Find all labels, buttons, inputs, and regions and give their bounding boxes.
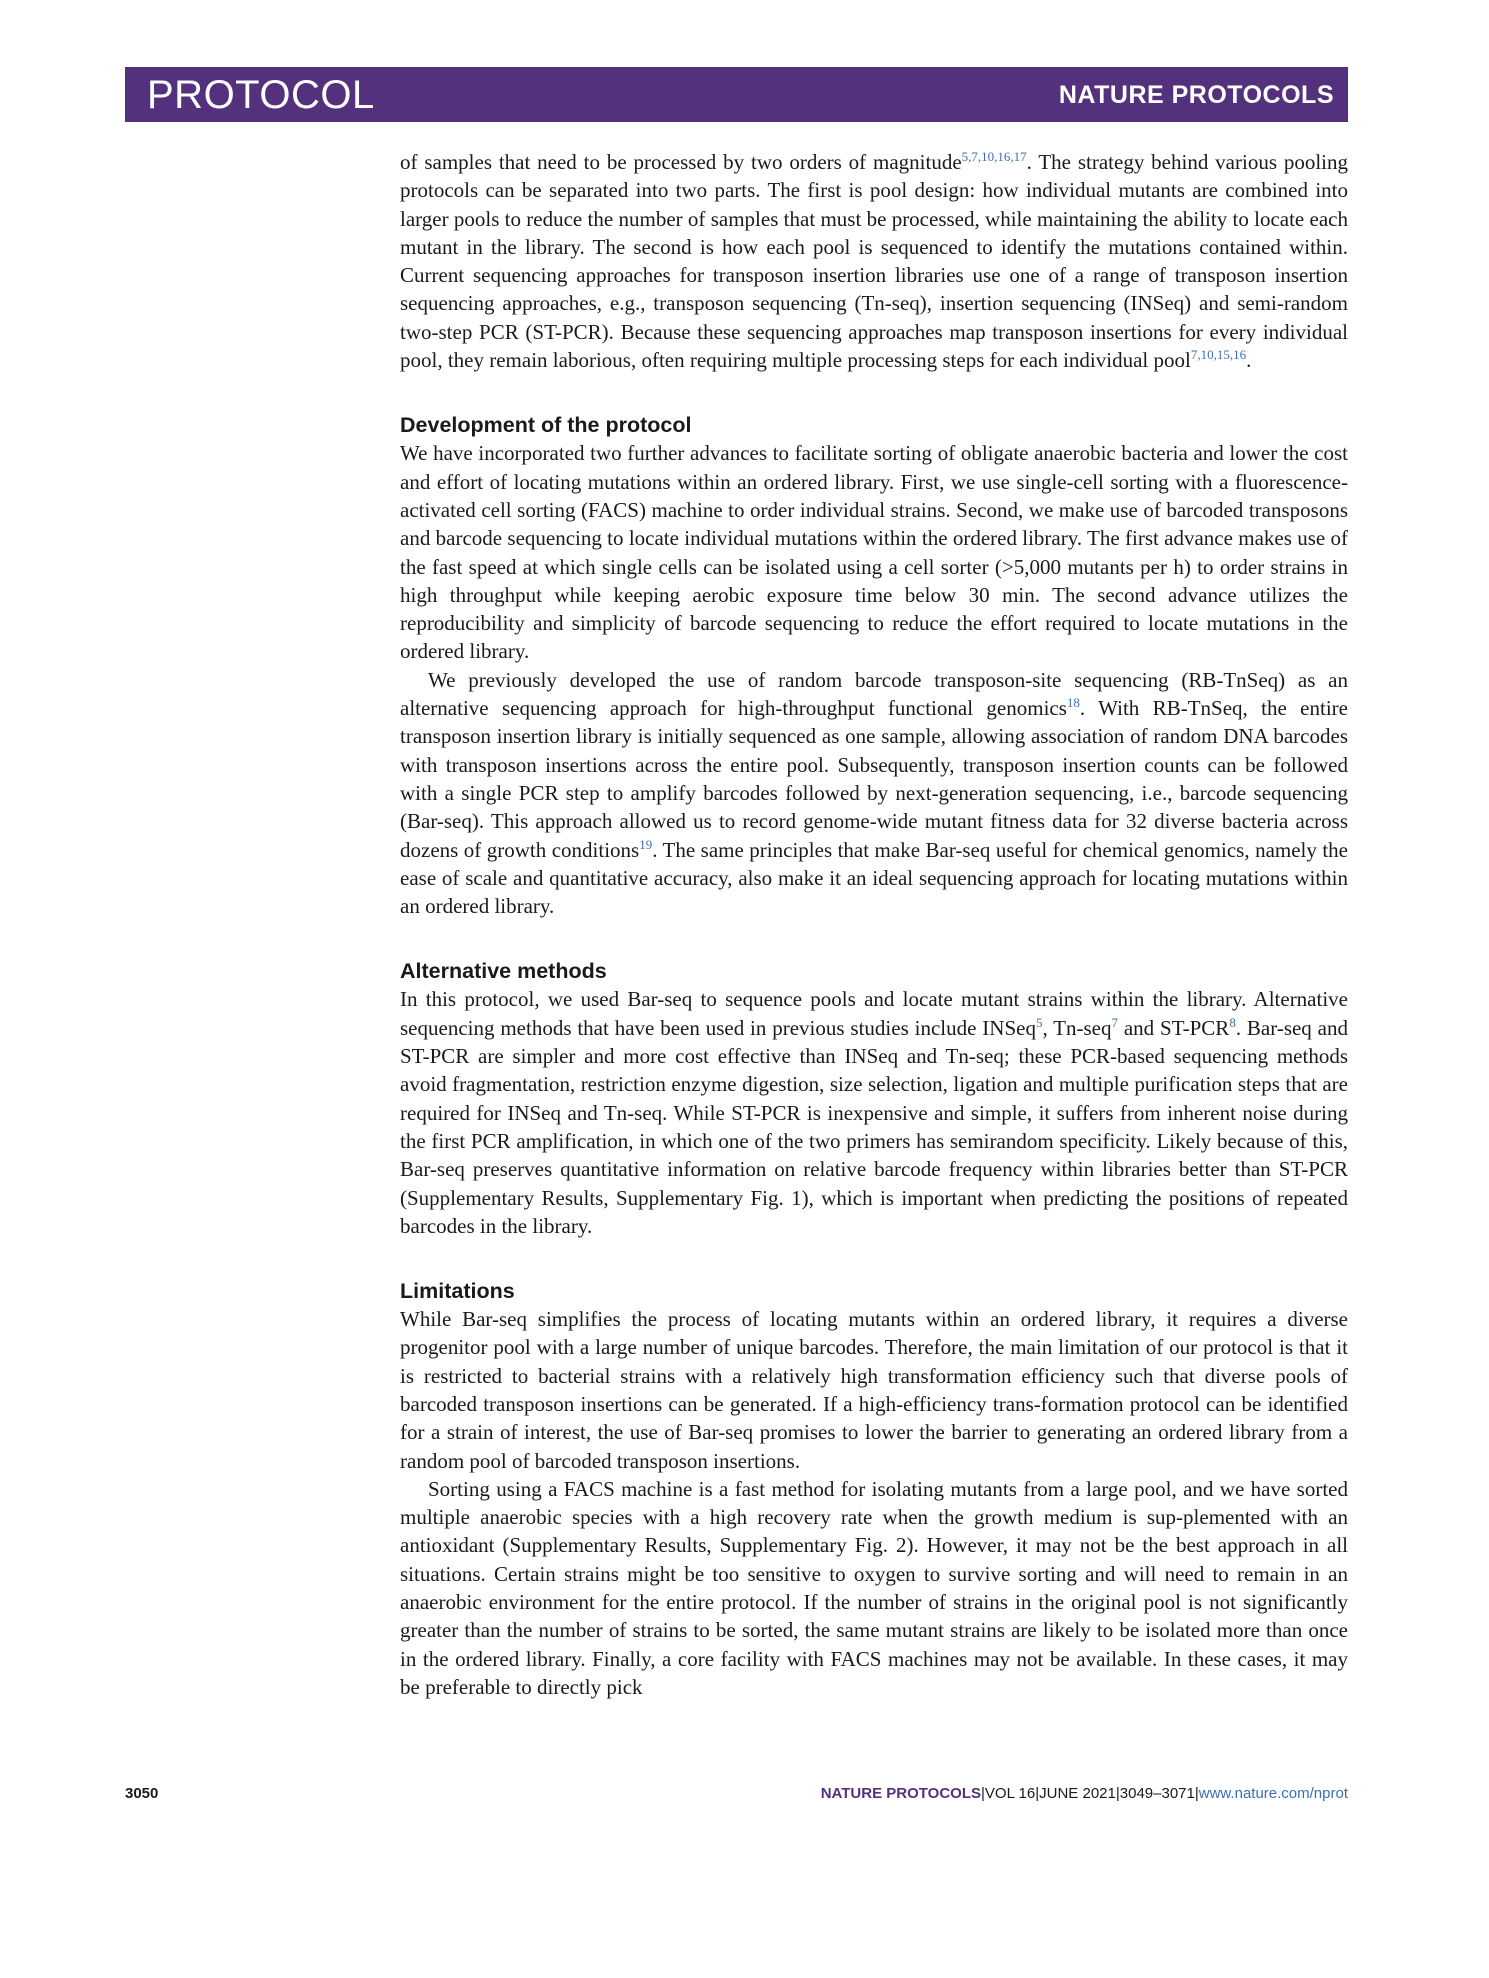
article-type-label: PROTOCOL — [147, 73, 375, 117]
text-run: , Tn-seq — [1042, 1015, 1112, 1040]
citation-link[interactable]: 7 — [1111, 1014, 1118, 1030]
footer-volume: VOL 16 — [984, 1785, 1036, 1802]
journal-citation — [821, 1785, 1348, 1802]
alternative-paragraph — [400, 985, 1348, 1240]
journal-title: NATURE PROTOCOLS — [1058, 81, 1334, 109]
text-run: . Bar-seq and ST-PCR are simpler and more cost effective than INSeq and Tn-seq; these PCR-based sequencing methods avoid fragmentation, restriction enzyme digestion, size selection, ligation and multiple purification steps that are required for INSeq and Tn-seq. While ST-PCR is inexpensive and simple, it suffers from inherent noise during the first PCR amplification, in which one of the two primers has semirandom specificity. Likely because of this, Bar-seq preserves quantitative information on relative barcode frequency within libraries better than ST-PCR (Supplementary Results, Supplementary Fig. 1), which is important when predicting the positions of repeated barcodes in the library. — [400, 1015, 1348, 1238]
footer-url-link[interactable]: www.nature.com/nprot — [1198, 1785, 1348, 1802]
text-run: and ST-PCR — [1118, 1015, 1230, 1040]
text-run: . — [1246, 348, 1252, 373]
citation-link[interactable]: 19 — [639, 836, 653, 852]
main-text-column — [400, 148, 1348, 1701]
development-paragraph-1: We have incorporated two further advances to facilitate sorting of obligate anaerobic bacteria and lower the cost and effort of locating mutations within an ordered library. First, we use single-cell sorting with a fluorescence-activated cell sorting (FACS) machine to order individual strains. Second, we make use of barcoded transposons and barcode sequencing to locate individual mutations within the ordered library. The first advance makes use of the fast speed at which single cells can be isolated using a cell sorter (>5,000 mutants per h) to order strains in high throughput while keeping aerobic exposure time below 30 min. The second advance utilizes the reproducibility and simplicity of barcode sequencing to reduce the effort required to locate mutations in the ordered library. — [400, 441, 1348, 664]
intro-paragraph — [400, 148, 1348, 374]
separator: | — [981, 1785, 985, 1802]
section-heading-limitations: Limitations — [400, 1279, 515, 1304]
text-run: . The same principles that make Bar-seq useful for chemical genomics, namely the ease of scale and quantitative accuracy, also make it an ideal sequencing approach for locating mutations within an ordered library. — [400, 837, 1349, 919]
citation-link[interactable]: 8 — [1229, 1014, 1236, 1030]
citation-link[interactable]: 5,7,10,16,17 — [961, 149, 1027, 164]
citation-link[interactable]: 7,10,15,16 — [1190, 347, 1247, 363]
footer-date: JUNE 2021 — [1039, 1785, 1116, 1802]
text-run: . The strategy behind various pooling protocols can be separated into two parts. The first is pool design: how individual mutants are combined into larger pools to reduce the number of samples that must be processed, while maintaining the ability to locate each mutant in the library. The second is how each pool is sequenced to identify the mutations contained within. Current sequencing approaches for transposon insertion libraries use one of a range of transposon insertion sequencing approaches, e.g., transposon sequencing (Tn-seq), insertion sequencing (INSeq) and semi-random two-step PCR (ST-PCR). Because these sequencing approaches map transposon insertions for every individual pool, they remain laborious, often requiring multiple processing steps for each individual pool — [400, 150, 1348, 373]
citation-link[interactable]: 5 — [1035, 1014, 1043, 1030]
footer-pages: 3049–3071 — [1119, 1785, 1195, 1802]
header-bar — [125, 67, 1348, 122]
text-run: In this protocol, we used Bar-seq to sequence pools and locate mutant strains within the library. Alternative sequencing methods that have been used in previous studies include INSeq — [400, 987, 1348, 1040]
separator: | — [1035, 1785, 1040, 1802]
text-run: of samples that need to be processed by two orders of magnitude — [400, 150, 962, 174]
limitations-paragraph-1: While Bar-seq simplifies the process of locating mutants within an ordered library, it requires a diverse progenitor pool with a large number of unique barcodes. Therefore, the main limitation of our protocol is that it is restricted to bacterial strains with a relatively high transformation efficiency such that diverse pools of barcoded transposon insertions can be generated. If a high-efficiency trans-formation protocol can be identified for a strain of interest, the use of Bar-seq promises to lower the barrier to generating an ordered library from a random pool of barcoded transposon insertions. — [400, 1307, 1348, 1473]
page-number: 3050 — [125, 1785, 159, 1802]
page-footer — [125, 1785, 1348, 1809]
section-heading-alternative: Alternative methods — [400, 959, 607, 984]
citation-link[interactable]: 18 — [1066, 695, 1080, 711]
separator: | — [1115, 1785, 1120, 1802]
development-paragraph-2 — [400, 666, 1348, 921]
limitations-paragraph-2: Sorting using a FACS machine is a fast method for isolating mutants from a large pool, and we have sorted multiple anaerobic species with a high recovery rate when the growth medium is sup-plemented with an antioxidant (Supplementary Results, Supplementary Fig. 2). However, it may not be the best approach in all situations. Certain strains might be too sensitive to oxygen to survive sorting and will need to remain in an anaerobic environment for the entire protocol. If the number of strains in the original pool is not significantly greater than the number of strains to be sorted, the same mutant strains are likely to be isolated more than once in the ordered library. Finally, a core facility with FACS machines may not be available. In these cases, it may be preferable to directly pick — [400, 1476, 1348, 1699]
text-run: . With RB-TnSeq, the entire transposon insertion library is initially sequenced as one sample, allowing association of random DNA barcodes with transposon insertions across the entire pool. Subsequently, transposon insertion counts can be followed with a single PCR step to amplify barcodes followed by next-generation sequencing, i.e., barcode sequencing (Bar-seq). This approach allowed us to record genome-wide mutant fitness data for 32 diverse bacteria across dozens of growth conditions — [400, 696, 1348, 862]
separator: | — [1194, 1785, 1199, 1802]
footer-journal-name: NATURE PROTOCOLS — [820, 1785, 982, 1802]
text-run: We previously developed the use of random barcode transposon-site sequencing (RB-TnSeq) as an alternative sequencing approach for high-throughput functional genomics — [400, 667, 1348, 721]
section-heading-development: Development of the protocol — [400, 413, 692, 438]
